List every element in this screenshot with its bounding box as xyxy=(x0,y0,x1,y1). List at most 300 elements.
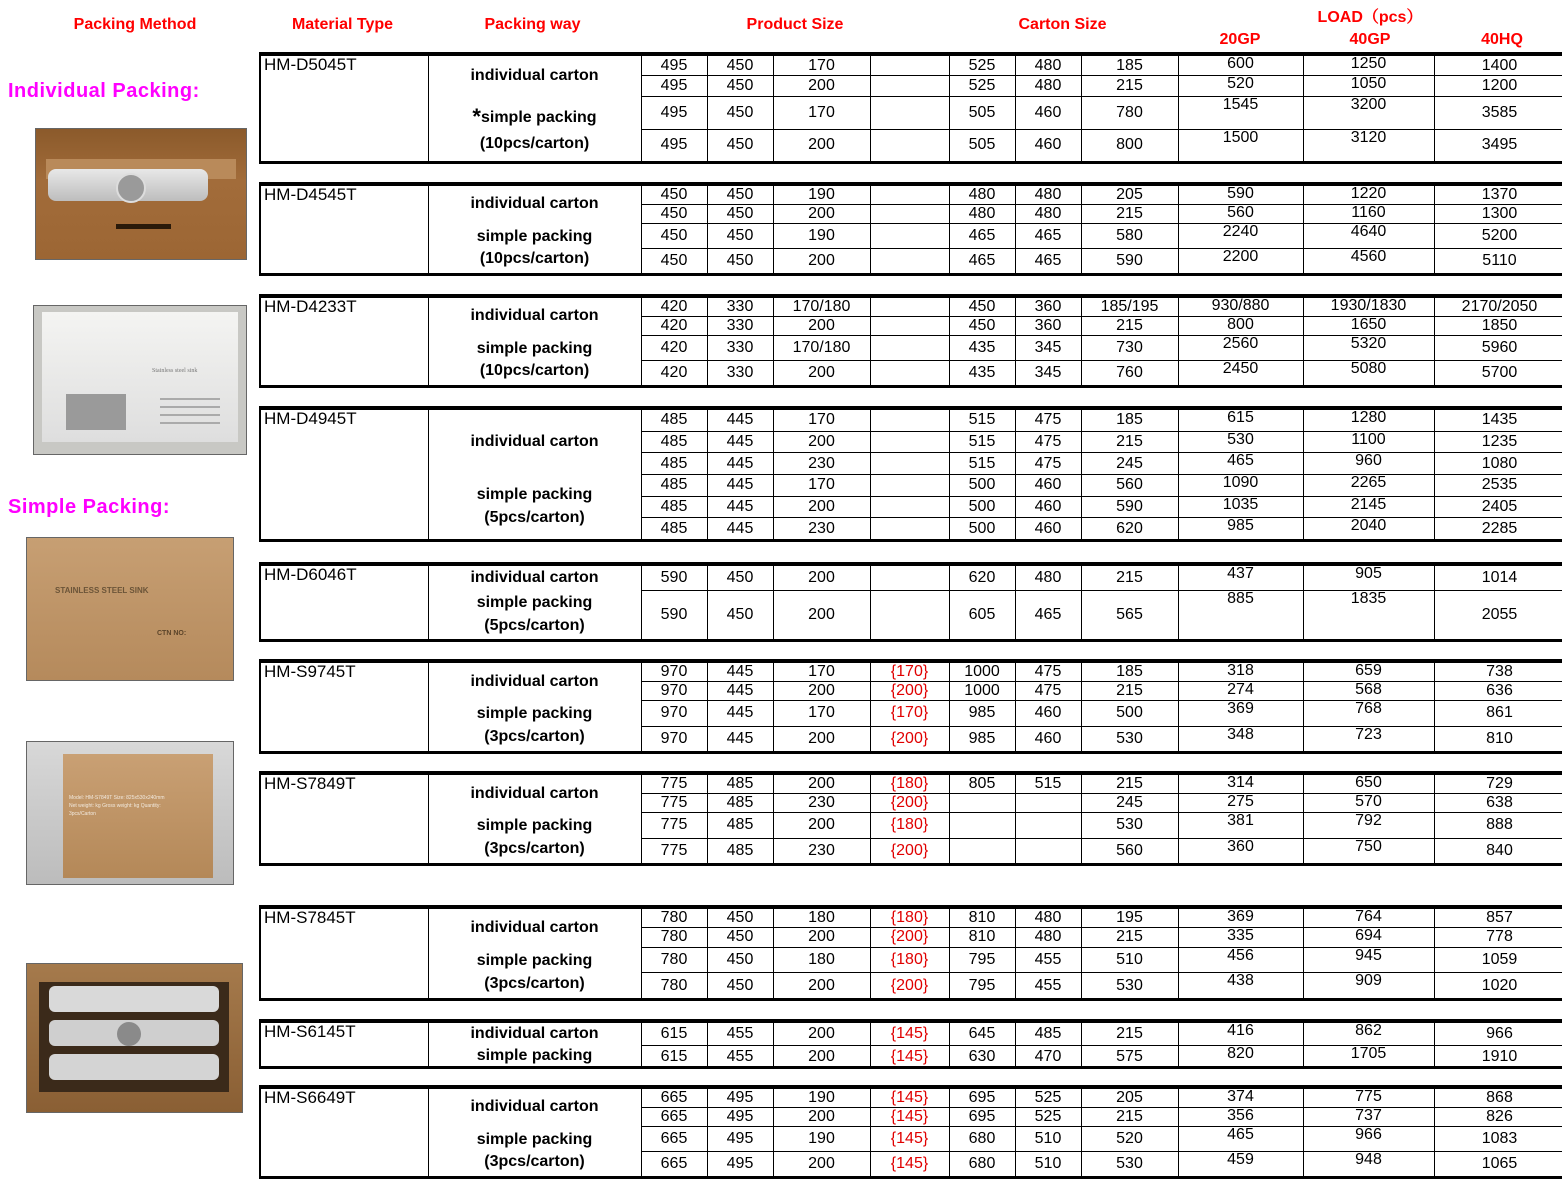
packing-way-label: individual carton xyxy=(470,433,599,451)
cell-c20: 314 xyxy=(1178,775,1303,794)
cell-p4: {200} xyxy=(870,682,949,701)
header-40hq: 40HQ xyxy=(1481,31,1523,48)
cell-p2: 485 xyxy=(707,838,773,863)
packing-way-label: simple packing xyxy=(476,227,593,245)
cell-c20: 530 xyxy=(1178,431,1303,453)
cell-hq: 5110 xyxy=(1434,248,1562,273)
cell-p3: 170 xyxy=(773,701,870,727)
cell-c20: 1035 xyxy=(1178,496,1303,518)
cell-c3: 185 xyxy=(1081,56,1178,76)
cell-c40: 659 xyxy=(1303,663,1434,682)
cell-c3: 215 xyxy=(1081,76,1178,97)
cell-c3: 590 xyxy=(1081,248,1178,273)
cell-hq: 3585 xyxy=(1434,97,1562,130)
cell-p2: 445 xyxy=(707,663,773,682)
cell-c3: 780 xyxy=(1081,97,1178,130)
material-type: HM-S6649T xyxy=(261,1089,428,1176)
cell-p3: 230 xyxy=(773,794,870,813)
material-type: HM-S9745T xyxy=(261,663,428,751)
cell-c2: 360 xyxy=(1015,298,1081,316)
cell-c20: 1545 xyxy=(1178,97,1303,130)
cell-p2: 495 xyxy=(707,1107,773,1126)
packing-way xyxy=(428,474,641,539)
cell-p4: {145} xyxy=(870,1089,949,1107)
cell-c40: 1280 xyxy=(1303,410,1434,431)
cell-c2: 525 xyxy=(1015,1107,1081,1126)
cell-c3: 185 xyxy=(1081,663,1178,682)
cell-c20: 274 xyxy=(1178,682,1303,701)
cell-c1: 480 xyxy=(949,186,1015,204)
cell-c3: 215 xyxy=(1081,775,1178,794)
cell-p4: {180} xyxy=(870,813,949,839)
packing-way-label: individual carton xyxy=(470,67,599,85)
cell-p2: 495 xyxy=(707,1126,773,1151)
cell-c1 xyxy=(949,794,1015,813)
cell-c20: 2560 xyxy=(1178,335,1303,360)
cell-p4 xyxy=(870,76,949,97)
cell-c2 xyxy=(1015,838,1081,863)
cell-p4 xyxy=(870,360,949,385)
table-row xyxy=(261,663,1562,682)
cell-c1: 645 xyxy=(949,1023,1015,1045)
cell-c3: 530 xyxy=(1081,1151,1178,1176)
packing-way-label: simple packing xyxy=(480,109,597,127)
product-group-hm-d4945t xyxy=(259,406,1562,542)
cell-p2: 450 xyxy=(707,97,773,130)
cell-p3: 200 xyxy=(773,316,870,335)
cell-p2: 450 xyxy=(707,928,773,947)
cell-c2: 525 xyxy=(1015,1089,1081,1107)
cell-p3: 170 xyxy=(773,97,870,130)
cell-p1: 775 xyxy=(641,794,707,813)
cell-c3: 590 xyxy=(1081,496,1178,518)
cell-hq: 5960 xyxy=(1434,335,1562,360)
packing-way-qty: (3pcs/carton) xyxy=(484,974,585,992)
cell-c1: 505 xyxy=(949,97,1015,130)
packing-way-qty: (3pcs/carton) xyxy=(484,839,585,857)
header-packing-method: Packing Method xyxy=(73,16,197,33)
cell-p2: 450 xyxy=(707,973,773,998)
cell-c3: 205 xyxy=(1081,1089,1178,1107)
packing-way xyxy=(428,909,641,947)
packing-way xyxy=(428,1045,641,1067)
packing-way-label: individual carton xyxy=(470,918,599,936)
cell-c2: 460 xyxy=(1015,496,1081,518)
packing-way-qty: (5pcs/carton) xyxy=(484,616,585,634)
packing-way-label: simple packing xyxy=(476,1047,593,1065)
cell-c40: 764 xyxy=(1303,909,1434,928)
cell-c3: 205 xyxy=(1081,186,1178,204)
material-type: HM-D4233T xyxy=(261,298,428,385)
cell-p3: 190 xyxy=(773,223,870,248)
cell-c20: 1090 xyxy=(1178,474,1303,496)
cell-p2: 495 xyxy=(707,1151,773,1176)
cell-p3: 200 xyxy=(773,496,870,518)
cell-p3: 200 xyxy=(773,566,870,590)
cell-hq: 810 xyxy=(1434,726,1562,751)
cell-c40: 1930/1830 xyxy=(1303,298,1434,316)
cell-p2: 445 xyxy=(707,496,773,518)
cell-c3: 800 xyxy=(1081,129,1178,161)
cell-c40: 1835 xyxy=(1303,590,1434,639)
cell-c1: 515 xyxy=(949,431,1015,453)
cell-p1: 485 xyxy=(641,474,707,496)
cell-p1: 665 xyxy=(641,1126,707,1151)
cell-c1: 810 xyxy=(949,928,1015,947)
cell-hq: 729 xyxy=(1434,775,1562,794)
cell-c1: 695 xyxy=(949,1089,1015,1107)
cell-c3: 215 xyxy=(1081,431,1178,453)
cell-c20: 381 xyxy=(1178,813,1303,839)
cell-c3: 730 xyxy=(1081,335,1178,360)
cell-p3: 200 xyxy=(773,682,870,701)
cell-c40: 5320 xyxy=(1303,335,1434,360)
cell-c3: 760 xyxy=(1081,360,1178,385)
cell-c3: 530 xyxy=(1081,813,1178,839)
cell-p3: 200 xyxy=(773,1151,870,1176)
cell-p3: 200 xyxy=(773,1023,870,1045)
cell-p4: {145} xyxy=(870,1126,949,1151)
cell-p3: 200 xyxy=(773,76,870,97)
cell-p2: 330 xyxy=(707,360,773,385)
cell-c20: 360 xyxy=(1178,838,1303,863)
packing-way-label: individual carton xyxy=(470,672,599,690)
packing-way-label: individual carton xyxy=(470,195,599,213)
packing-way xyxy=(428,813,641,863)
cell-c20: 374 xyxy=(1178,1089,1303,1107)
cell-c20: 820 xyxy=(1178,1045,1303,1067)
cell-c20: 437 xyxy=(1178,566,1303,590)
cell-p4 xyxy=(870,496,949,518)
cell-c20: 456 xyxy=(1178,947,1303,973)
cell-p2: 450 xyxy=(707,76,773,97)
cell-c3: 565 xyxy=(1081,590,1178,639)
cell-p4 xyxy=(870,204,949,223)
table-row xyxy=(261,1089,1562,1107)
cell-c3: 500 xyxy=(1081,701,1178,727)
cell-p2: 450 xyxy=(707,248,773,273)
cell-p3: 180 xyxy=(773,909,870,928)
cell-c2: 455 xyxy=(1015,947,1081,973)
cell-p3: 200 xyxy=(773,775,870,794)
cell-c3: 195 xyxy=(1081,909,1178,928)
cell-p3: 190 xyxy=(773,1126,870,1151)
cell-p4: {145} xyxy=(870,1045,949,1067)
cell-c3: 530 xyxy=(1081,726,1178,751)
material-type: HM-D4545T xyxy=(261,186,428,273)
cell-hq: 1014 xyxy=(1434,566,1562,590)
material-type: HM-D5045T xyxy=(261,56,428,161)
cell-c40: 3200 xyxy=(1303,97,1434,130)
cell-p3: 230 xyxy=(773,518,870,539)
packing-way-qty: (10pcs/carton) xyxy=(479,362,590,380)
cell-c40: 1705 xyxy=(1303,1045,1434,1067)
cell-c2: 360 xyxy=(1015,316,1081,335)
cell-hq: 1059 xyxy=(1434,947,1562,973)
cell-p1: 420 xyxy=(641,360,707,385)
cell-p2: 445 xyxy=(707,518,773,539)
packing-way-label: simple packing xyxy=(476,339,593,357)
cell-c40: 570 xyxy=(1303,794,1434,813)
cell-hq: 1850 xyxy=(1434,316,1562,335)
packing-way-label: individual carton xyxy=(470,784,599,802)
header-packing-way: Packing way xyxy=(484,16,581,33)
cell-p2: 450 xyxy=(707,129,773,161)
cell-p4 xyxy=(870,248,949,273)
cell-p4: {170} xyxy=(870,701,949,727)
cell-c20: 335 xyxy=(1178,928,1303,947)
cell-c40: 750 xyxy=(1303,838,1434,863)
table-row xyxy=(261,909,1562,928)
cell-c1: 680 xyxy=(949,1126,1015,1151)
photo-carton-text: STAINLESS STEEL SINK xyxy=(55,586,149,595)
cell-p4: {180} xyxy=(870,775,949,794)
table-row xyxy=(261,298,1562,316)
cell-c1: 605 xyxy=(949,590,1015,639)
cell-c2: 465 xyxy=(1015,248,1081,273)
cell-p1: 495 xyxy=(641,76,707,97)
cell-p1: 485 xyxy=(641,518,707,539)
cell-c1: 505 xyxy=(949,129,1015,161)
cell-p3: 200 xyxy=(773,973,870,998)
cell-p1: 450 xyxy=(641,204,707,223)
packing-way-label: simple packing xyxy=(476,486,593,504)
cell-c1: 465 xyxy=(949,223,1015,248)
cell-p3: 170 xyxy=(773,56,870,76)
cell-c1: 680 xyxy=(949,1151,1015,1176)
packing-way-qty: (3pcs/carton) xyxy=(484,1153,585,1171)
cell-c1 xyxy=(949,813,1015,839)
cell-hq: 1370 xyxy=(1434,186,1562,204)
cell-hq: 2405 xyxy=(1434,496,1562,518)
cell-c3: 215 xyxy=(1081,566,1178,590)
header-40gp: 40GP xyxy=(1349,31,1391,48)
cell-p1: 970 xyxy=(641,726,707,751)
cell-hq: 778 xyxy=(1434,928,1562,947)
cell-p1: 420 xyxy=(641,316,707,335)
cell-c3: 245 xyxy=(1081,453,1178,475)
cell-p4 xyxy=(870,518,949,539)
cell-p3: 170 xyxy=(773,663,870,682)
cell-c1: 795 xyxy=(949,973,1015,998)
labeled-carton-photo xyxy=(26,741,234,885)
cell-p3: 180 xyxy=(773,947,870,973)
cell-c40: 2145 xyxy=(1303,496,1434,518)
cell-c20: 275 xyxy=(1178,794,1303,813)
cell-p1: 450 xyxy=(641,186,707,204)
packing-way-label: simple packing xyxy=(476,1130,593,1148)
cell-p4: {180} xyxy=(870,947,949,973)
cell-hq: 738 xyxy=(1434,663,1562,682)
cell-c40: 960 xyxy=(1303,453,1434,475)
packing-way xyxy=(428,1089,641,1126)
cell-c20: 318 xyxy=(1178,663,1303,682)
cell-p4: {200} xyxy=(870,726,949,751)
table-row xyxy=(261,97,1562,130)
packing-way xyxy=(428,947,641,998)
packing-way-label: simple packing xyxy=(476,705,593,723)
packing-way-label: simple packing xyxy=(476,817,593,835)
cell-p2: 455 xyxy=(707,1023,773,1045)
cell-c40: 909 xyxy=(1303,973,1434,998)
packing-way xyxy=(428,566,641,590)
cell-hq: 2535 xyxy=(1434,474,1562,496)
table-row xyxy=(261,1126,1562,1151)
table-row xyxy=(261,590,1562,639)
table-row xyxy=(261,474,1562,496)
packing-way xyxy=(428,590,641,639)
cell-p1: 420 xyxy=(641,335,707,360)
cell-p1: 485 xyxy=(641,496,707,518)
cell-p1: 450 xyxy=(641,248,707,273)
cell-hq: 2170/2050 xyxy=(1434,298,1562,316)
cell-c20: 1500 xyxy=(1178,129,1303,161)
cell-c1: 480 xyxy=(949,204,1015,223)
cell-c40: 4640 xyxy=(1303,223,1434,248)
cell-p4: {200} xyxy=(870,973,949,998)
cell-hq: 2285 xyxy=(1434,518,1562,539)
table-row xyxy=(261,186,1562,204)
cell-c2: 345 xyxy=(1015,360,1081,385)
cell-c3: 575 xyxy=(1081,1045,1178,1067)
packing-way xyxy=(428,410,641,474)
cell-p4: {180} xyxy=(870,909,949,928)
cell-hq: 1300 xyxy=(1434,204,1562,223)
cell-c40: 945 xyxy=(1303,947,1434,973)
stainless-carton-photo xyxy=(26,537,234,681)
header-carton-size: Carton Size xyxy=(1018,16,1107,33)
cell-hq: 1200 xyxy=(1434,76,1562,97)
cell-hq: 857 xyxy=(1434,909,1562,928)
cell-c2: 475 xyxy=(1015,410,1081,431)
cell-c1: 1000 xyxy=(949,682,1015,701)
cell-c3: 215 xyxy=(1081,1023,1178,1045)
cell-p1: 665 xyxy=(641,1107,707,1126)
packing-way-qty: (10pcs/carton) xyxy=(479,134,590,152)
cell-p4: {170} xyxy=(870,663,949,682)
cell-p4 xyxy=(870,410,949,431)
cell-c40: 1160 xyxy=(1303,204,1434,223)
cell-c40: 862 xyxy=(1303,1023,1434,1045)
cell-c20: 416 xyxy=(1178,1023,1303,1045)
cell-c3: 510 xyxy=(1081,947,1178,973)
simple-packing-title: Simple Packing: xyxy=(8,496,170,518)
cell-hq: 5700 xyxy=(1434,360,1562,385)
cell-hq: 636 xyxy=(1434,682,1562,701)
header-20gp: 20GP xyxy=(1219,31,1261,48)
cell-c1: 630 xyxy=(949,1045,1015,1067)
cell-p2: 450 xyxy=(707,186,773,204)
cell-c2: 480 xyxy=(1015,928,1081,947)
cell-c40: 4560 xyxy=(1303,248,1434,273)
cell-p2: 445 xyxy=(707,453,773,475)
cell-c20: 438 xyxy=(1178,973,1303,998)
cell-p4 xyxy=(870,56,949,76)
cell-p3: 200 xyxy=(773,204,870,223)
cell-hq: 840 xyxy=(1434,838,1562,863)
cell-hq: 966 xyxy=(1434,1023,1562,1045)
packing-way-label: simple packing xyxy=(476,594,593,612)
cell-c1: 525 xyxy=(949,56,1015,76)
cell-c20: 2200 xyxy=(1178,248,1303,273)
cell-p2: 445 xyxy=(707,474,773,496)
cell-p1: 775 xyxy=(641,813,707,839)
cell-p2: 450 xyxy=(707,56,773,76)
product-group-hm-d5045t xyxy=(259,52,1562,164)
cell-hq: 1020 xyxy=(1434,973,1562,998)
cell-hq: 1065 xyxy=(1434,1151,1562,1176)
white-carton-photo xyxy=(33,305,247,455)
cell-c1: 500 xyxy=(949,474,1015,496)
material-type: HM-S7845T xyxy=(261,909,428,998)
cell-p4: {200} xyxy=(870,838,949,863)
cell-c3: 215 xyxy=(1081,204,1178,223)
cell-hq: 826 xyxy=(1434,1107,1562,1126)
cell-p3: 200 xyxy=(773,590,870,639)
cell-hq: 1080 xyxy=(1434,453,1562,475)
cell-p2: 485 xyxy=(707,813,773,839)
cell-c20: 930/880 xyxy=(1178,298,1303,316)
cell-p3: 170 xyxy=(773,410,870,431)
cell-p3: 200 xyxy=(773,726,870,751)
cell-c3: 215 xyxy=(1081,1107,1178,1126)
cell-p1: 590 xyxy=(641,590,707,639)
cell-p2: 330 xyxy=(707,335,773,360)
cell-p4 xyxy=(870,223,949,248)
cell-hq: 1400 xyxy=(1434,56,1562,76)
cell-c3: 245 xyxy=(1081,794,1178,813)
cell-p1: 485 xyxy=(641,431,707,453)
cell-c1: 465 xyxy=(949,248,1015,273)
cell-c2: 480 xyxy=(1015,566,1081,590)
cell-hq: 1435 xyxy=(1434,410,1562,431)
cell-c40: 775 xyxy=(1303,1089,1434,1107)
cell-c2: 485 xyxy=(1015,1023,1081,1045)
cell-p3: 200 xyxy=(773,1107,870,1126)
cell-p3: 230 xyxy=(773,453,870,475)
table-row xyxy=(261,947,1562,973)
cell-c2: 460 xyxy=(1015,518,1081,539)
cell-p2: 455 xyxy=(707,1045,773,1067)
cell-p2: 450 xyxy=(707,947,773,973)
cell-p4 xyxy=(870,590,949,639)
cell-p2: 450 xyxy=(707,566,773,590)
cell-c20: 885 xyxy=(1178,590,1303,639)
cell-c1: 515 xyxy=(949,410,1015,431)
cell-p1: 485 xyxy=(641,453,707,475)
cell-c20: 590 xyxy=(1178,186,1303,204)
cell-hq: 3495 xyxy=(1434,129,1562,161)
cell-c1: 450 xyxy=(949,316,1015,335)
cell-p3: 200 xyxy=(773,813,870,839)
table-row xyxy=(261,1023,1562,1045)
cell-p2: 450 xyxy=(707,909,773,928)
cell-hq: 1235 xyxy=(1434,431,1562,453)
cell-c40: 905 xyxy=(1303,566,1434,590)
cell-p1: 775 xyxy=(641,838,707,863)
cell-p3: 190 xyxy=(773,186,870,204)
product-group-hm-s7845t xyxy=(259,905,1562,1001)
packing-way xyxy=(428,1126,641,1176)
cell-p4 xyxy=(870,97,949,130)
packing-way xyxy=(428,775,641,813)
table-row xyxy=(261,775,1562,794)
cell-p1: 615 xyxy=(641,1023,707,1045)
cell-p4 xyxy=(870,335,949,360)
cell-p1: 485 xyxy=(641,410,707,431)
cell-c40: 650 xyxy=(1303,775,1434,794)
cell-p2: 485 xyxy=(707,794,773,813)
